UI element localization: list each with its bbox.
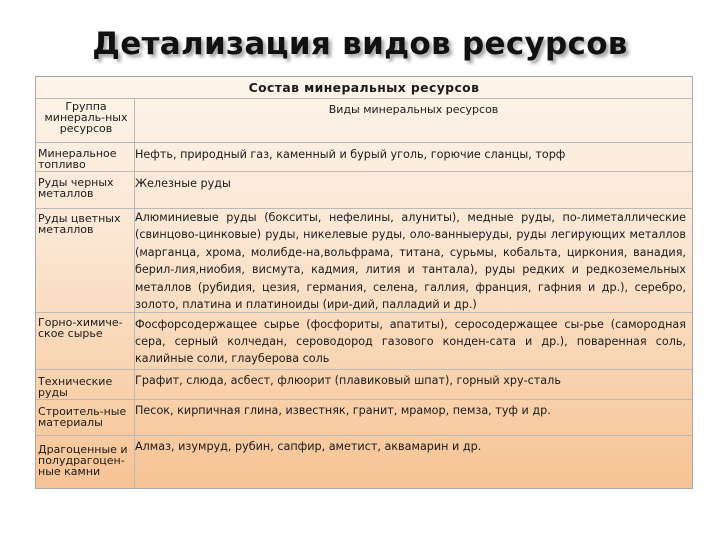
page-title: Детализация видов ресурсов [92, 26, 628, 62]
row-types-text: Нефть, природный газ, каменный и бурый уголь, горючие сланцы, торф [135, 148, 566, 161]
table-row [36, 436, 692, 488]
row-types-cell [134, 172, 686, 208]
row-types-text: Графит, слюда, асбест, флюорит (плавиковый шпат), горный хру-сталь [135, 374, 561, 387]
row-group-cell: Руды черных металлов [38, 176, 114, 200]
table-row [36, 313, 692, 370]
row-types-text: Фосфорсодержащее сырье (фосфориты, апатиты), серосодержащее сы-рье (самородная сера, серный колчедан, сероводород газового конден-сата и др.), поваренная соль, калийные соли, глауберова соль [135, 318, 686, 365]
row-types-cell [134, 209, 686, 312]
row-types-text: Алюминиевые руды (бокситы, нефелины, алуниты), медные руды, по-лиметаллические (свинцово-цинковые) руды, никелевые руды, оло-ванныеруды, руды легирующих металлов (марганца, хрома, молибде-на,вольфрама, титана, сурьмы, кобальта, циркония, ванадия, берил-лия,ниобия, висмута, кадмия, лития и тантала), руды редких и редкоземельных металлов (рубидия, цезия, германия, селена, галлия, франция, гафния и др.), серебро, золото, платина и платиноиды (ири-дий, палладий и др.) [135, 211, 686, 312]
row-group-cell: Технические руды [38, 375, 113, 399]
row-types-cell [134, 313, 686, 369]
table-row [36, 370, 692, 400]
row-types-text: Алмаз, изумруд, рубин, сапфир, аметист, аквамарин и др. [135, 440, 482, 453]
table-row [36, 209, 692, 313]
row-types-cell [134, 143, 686, 171]
table-row [36, 143, 692, 172]
row-types-cell [134, 400, 686, 435]
table-header: Состав минеральных ресурсов [36, 77, 692, 99]
row-group-cell: Строитель-ные материалы [38, 405, 127, 429]
column-header-types: Виды минеральных ресурсов [134, 99, 692, 143]
row-types-text: Песок, кирпичная глина, известняк, гранит, мрамор, пемза, туф и др. [135, 404, 551, 417]
row-group-cell: Горно-химиче-ское сырье [38, 316, 123, 340]
table-row [36, 400, 692, 436]
column-header-row [36, 99, 692, 143]
row-types-text: Железные руды [135, 177, 231, 190]
row-types-cell [134, 370, 686, 399]
table-row [36, 172, 692, 209]
resources-table [35, 76, 693, 489]
column-header-group: Группа минераль-ных ресурсов [44, 100, 128, 135]
row-group-cell: Драгоценные и полудрагоцен-ные камни [38, 443, 128, 478]
row-types-cell [134, 436, 686, 488]
row-group-cell: Минеральное топливо [38, 147, 117, 171]
row-group-cell: Руды цветных металлов [38, 212, 121, 236]
